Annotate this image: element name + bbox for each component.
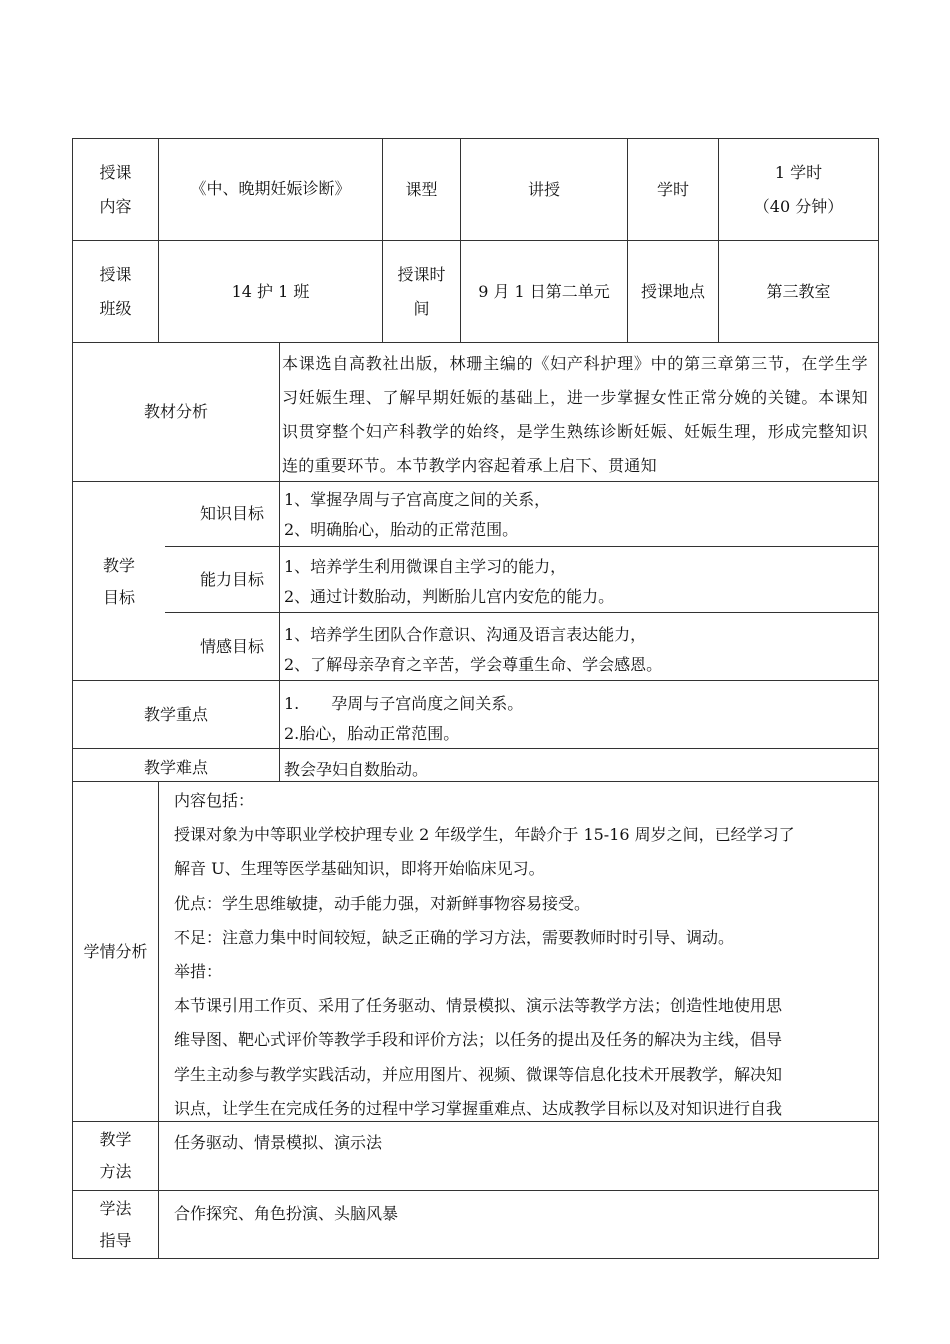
students-line: 维导图、靶心式评价等教学手段和评价方法；以任务的提出及任务的解决为主线，倡导 [174,1030,783,1050]
study-label: 学法 指导 [99,1198,132,1250]
ability-goal-1: 1、培养学生利用微课自主学习的能力， [284,557,567,576]
emotion-goal-label: 情感目标 [199,636,264,656]
difficulty-1: 教会孕妇自数胎动。 [284,760,429,779]
emotion-goal-2: 2、了解母亲孕育之辛苦，学会尊重生命、学会感恩。 [284,655,663,674]
methods-label: 教学 方法 [99,1130,132,1181]
students-line: 本节课引用工作页、采用了任务驱动、情景模拟、演示法等教学方法；创造性地使用思 [174,996,783,1016]
students-line: 不足：注意力集中时间较短，缺乏正确的学习方法，需要教师时时引导、调动。 [174,927,735,947]
hours-value: 1 学时 （40 分钟） [753,162,844,216]
objectives-label: 教学 目标 [102,556,135,607]
knowledge-goal-1: 1、掌握孕周与子宫高度之间的关系， [284,490,551,509]
course-title: 《中、晚期妊娠诊断》 [190,178,351,198]
emotion-goal-content [282,620,878,680]
students-line: 内容包括： [174,791,255,810]
ability-goal-content [282,552,878,612]
key-point-2: 2.胎心，胎动正常范围。 [284,724,460,743]
ability-goal-2: 2、通过计数胎动，判断胎儿宫内安危的能力。 [284,587,615,606]
hours-label: 学时 [656,179,689,199]
analysis-text: 本课选自高教社出版，林珊主编的《妇产科护理》中的第三章第三节，在学生学习妊娠生理、了解早期妊娠的基础上，进一步掌握女性正常分娩的关键。本课知识贯穿整个妇产科教学的始终，是学生熟练诊断妊娠、妊娠生理，形成完整知识连的重要环节。本节教学内容起着承上启下、贯通知 [282,354,868,475]
students-content [159,784,878,1121]
students-line: 学生主动参与教学实践活动，并应用图片、视频、微课等信息化技术开展教学，解决知 [174,1064,783,1084]
class-label: 授课 班级 [99,264,132,318]
course-type-value: 讲授 [527,179,560,199]
emotion-goal-1: 1、培养学生团队合作意识、沟通及语言表达能力， [284,625,647,644]
knowledge-goal-content [282,485,878,546]
knowledge-goal-2: 2、明确胎心，胎动的正常范围。 [284,520,519,539]
class-value: 14 护 1 班 [231,281,310,301]
students-line: 识点，让学生在完成任务的过程中学习掌握重难点、达成教学目标以及对知识进行自我 [174,1098,783,1118]
ability-goal-label: 能力目标 [199,569,264,589]
students-line: 解音 U、生理等医学基础知识，即将开始临床见习。 [174,859,545,879]
students-line: 举措： [174,962,223,982]
course-type-label: 课型 [405,179,438,199]
place-value: 第三教室 [766,281,831,301]
analysis-label: 教材分析 [143,402,208,421]
methods-text: 任务驱动、情景模拟、演示法 [174,1133,383,1152]
study-text: 合作探究、角色扮演、头脑风暴 [174,1204,399,1223]
key-point-1: 1. 孕周与子宫尚度之间关系。 [284,694,524,713]
students-line: 优点：学生思维敏捷，动手能力强，对新鲜事物容易接受。 [174,893,591,913]
time-value: 9 月 1 日第二单元 [478,281,610,301]
course-content-label: 授课 内容 [99,162,132,216]
knowledge-goal-label: 知识目标 [199,504,264,523]
place-label: 授课地点 [640,281,705,301]
students-line: 授课对象为中等职业学校护理专业 2 年级学生，年龄介于 15-16 周岁之间，已经学习了 [174,825,795,845]
difficulties-label: 教学难点 [143,758,208,777]
time-label: 授课时 间 [397,264,446,318]
key-points-content [282,689,878,748]
students-label: 学情分析 [83,941,148,961]
key-points-label: 教学重点 [143,704,208,724]
